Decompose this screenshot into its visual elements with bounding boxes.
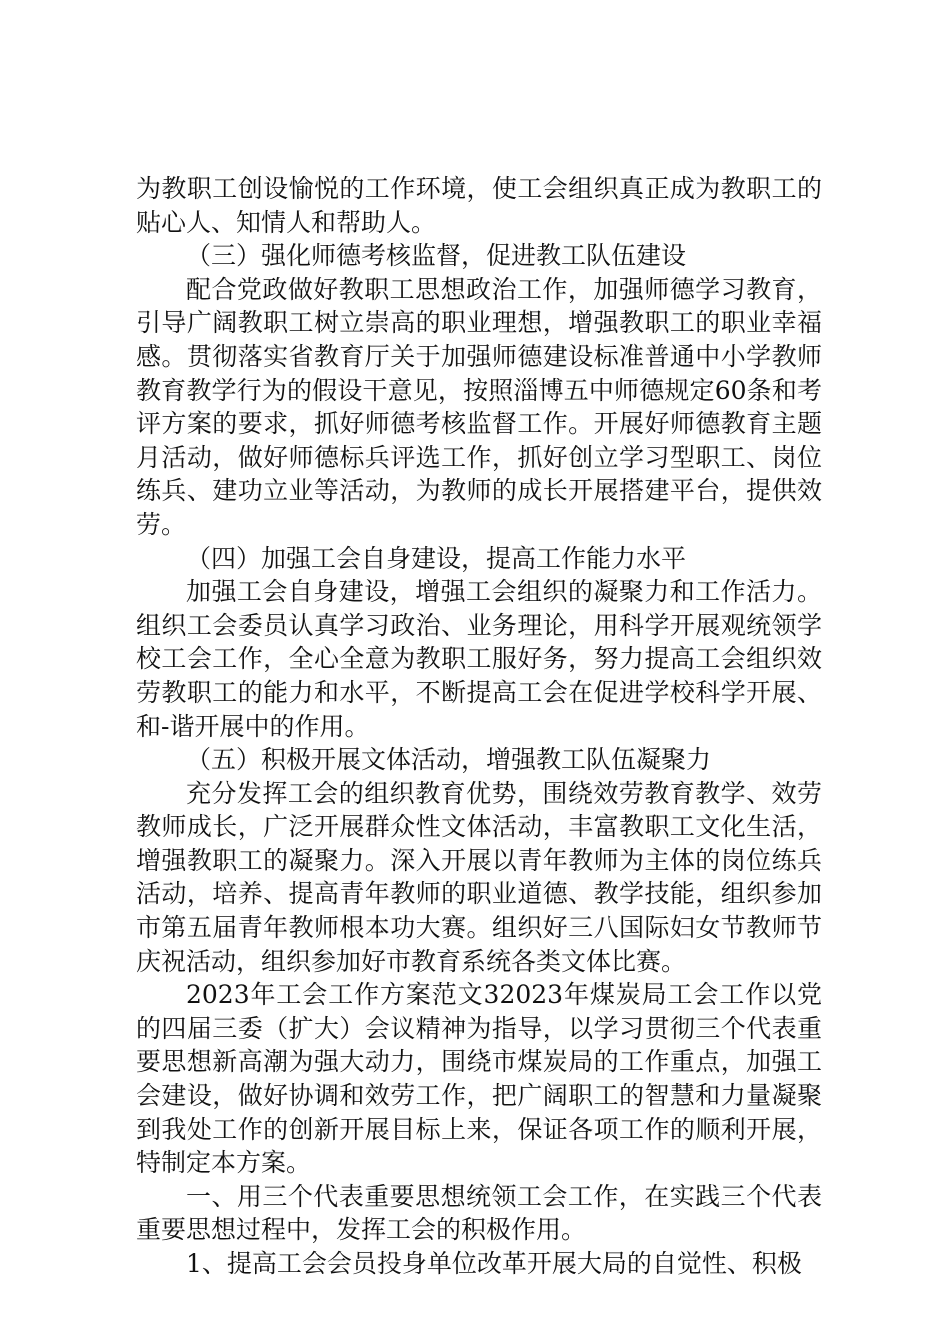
paragraph-plan-intro: 2023年工会工作方案范文32023年煤炭局工会工作以党的四届三委（扩大）会议精神为指导，以学习贯彻三个代表重要思想新高潮为强大动力，围绕市煤炭局的工作重点，加强工会建设，做好协调和效劳工作，把广阔职工的智慧和力量凝聚到我处工作的创新开展目标上来，保证各项工作的顺利开展，特制定本方案。 xyxy=(136,980,822,1178)
document-body xyxy=(136,172,822,1281)
section-heading-3: （三）强化师德考核监督，促进教工队伍建设 xyxy=(186,241,687,271)
paragraph-section-3: 配合党政做好教职工思想政治工作，加强师德学习教育，引导广阔教职工树立崇高的职业理想，增强教职工的职业幸福感。贯彻落实省教育厅关于加强师德建设标准普通中小学教师教育教学行为的假设干意见，按照淄博五中师德规定60条和考评方案的要求，抓好师德考核监督工作。开展好师德教育主题月活动，做好师德标兵评选工作，抓好创立学习型职工、岗位练兵、建功立业等活动，为教师的成长开展搭建平台，提供效劳。 xyxy=(136,274,822,539)
paragraph-item-1: 一、用三个代表重要思想统领工会工作，在实践三个代表重要思想过程中，发挥工会的积极作用。 xyxy=(136,1181,822,1245)
section-heading-4: （四）加强工会自身建设，提高工作能力水平 xyxy=(186,543,687,573)
section-heading-5: （五）积极开展文体活动，增强教工队伍凝聚力 xyxy=(186,745,712,775)
paragraph-continuation: 为教职工创设愉悦的工作环境，使工会组织真正成为教职工的贴心人、知情人和帮助人。 xyxy=(136,174,822,237)
paragraph-section-4: 加强工会自身建设，增强工会组织的凝聚力和工作活力。组织工会委员认真学习政治、业务理论，用科学开展观统领学校工会工作，全心全意为教职工服好务，努力提高工会组织效劳教职工的能力和水平，不断提高工会在促进学校科学开展、和-谐开展中的作用。 xyxy=(136,577,822,741)
paragraph-subitem-1: 1、提高工会会员投身单位改革开展大局的自觉性、积极 xyxy=(186,1249,802,1278)
paragraph-section-5: 充分发挥工会的组织教育优势，围绕效劳教育教学、效劳教师成长，广泛开展群众性文体活动，丰富教职工文化生活，增强教职工的凝聚力。深入开展以青年教师为主体的岗位练兵活动，培养、提高青年教师的职业道德、教学技能，组织参加市第五届青年教师根本功大赛。组织好三八国际妇女节教师节庆祝活动，组织参加好市教育系统各类文体比赛。 xyxy=(136,778,822,976)
